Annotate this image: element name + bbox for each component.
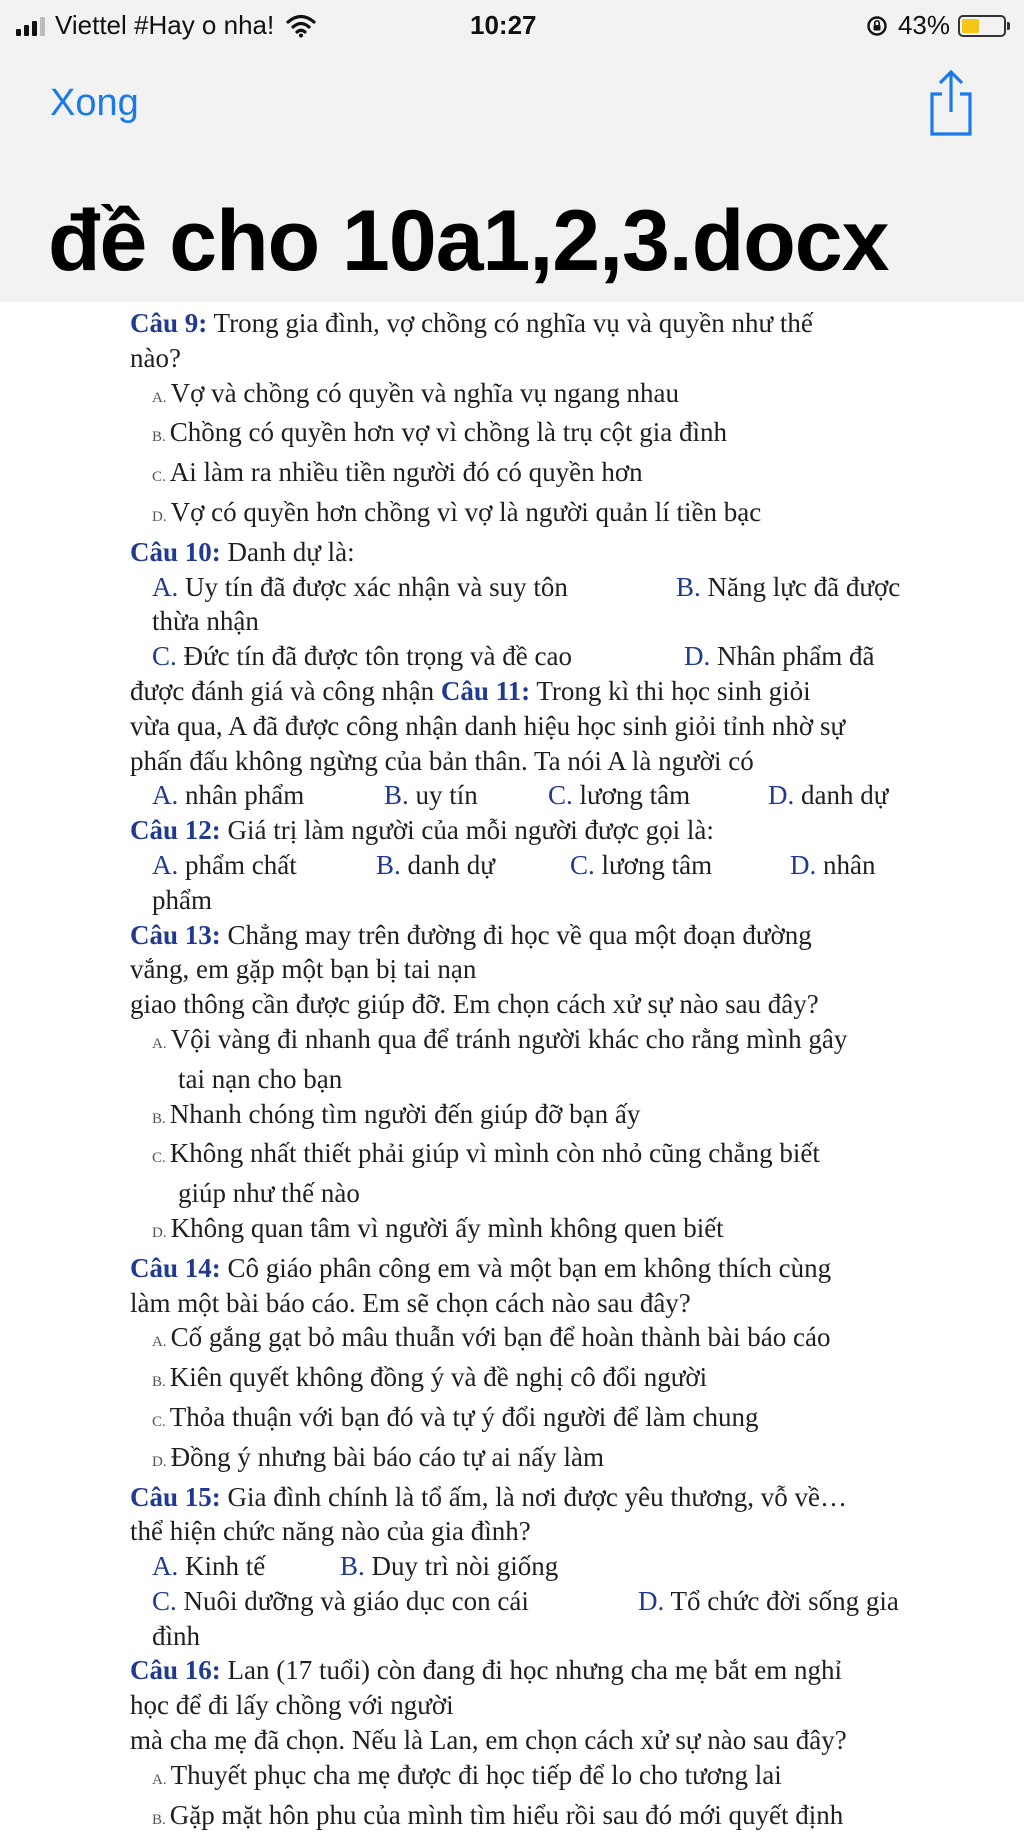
- answer-option-a: [130, 1320, 960, 1360]
- question-number: Câu 16:: [130, 1655, 221, 1686]
- answer-option-c: [152, 1584, 638, 1619]
- option-marker: C.: [548, 780, 573, 811]
- option-marker: B.: [152, 1110, 166, 1127]
- answer-option-d: [768, 778, 888, 813]
- question-text: Danh dự là:: [220, 536, 355, 567]
- option-text: uy tín: [408, 780, 478, 811]
- option-text: Duy trì nòi giống: [364, 1551, 559, 1582]
- question-text: Giá trị làm người của mỗi người được gọi là:: [220, 815, 714, 846]
- question-number: Câu 10:: [130, 536, 221, 567]
- option-text: Cố gắng gạt bỏ mâu thuẫn với bạn để hoàn thành bài báo cáo: [170, 1322, 831, 1353]
- option-marker: A.: [152, 1334, 167, 1351]
- answer-option-a: [152, 570, 676, 605]
- option-text: Không quan tâm vì người ấy mình không quen biết: [170, 1212, 724, 1243]
- option-marker: A.: [152, 389, 167, 406]
- document-body: [130, 306, 960, 1837]
- option-marker: A.: [152, 849, 179, 880]
- option-text: Ai làm ra nhiều tiền người đó có quyền hơn: [169, 457, 643, 488]
- option-text: Thuyết phục cha mẹ được đi học tiếp để lo cho tương lai: [170, 1759, 782, 1790]
- answer-option-c: [570, 848, 790, 883]
- option-marker: A.: [152, 1771, 167, 1788]
- option-marker: C.: [152, 1585, 177, 1616]
- option-marker: C.: [152, 641, 177, 672]
- option-marker: B.: [152, 429, 166, 446]
- option-marker: A.: [152, 1035, 167, 1052]
- answer-option-d: [790, 848, 875, 883]
- option-text: Nhân phẩm đã: [710, 641, 875, 672]
- option-marker: D.: [768, 780, 795, 811]
- question-10: [130, 535, 960, 709]
- done-button[interactable]: Xong: [50, 82, 139, 124]
- answer-option-d: [130, 1211, 960, 1251]
- question-text: vắng, em gặp một bạn bị tai nạn: [130, 954, 477, 985]
- question-text: Trong gia đình, vợ chồng có nghĩa vụ và quyền như thế: [207, 308, 813, 338]
- question-number: Câu 11:: [440, 675, 531, 706]
- option-text: Tổ chức đời sống gia: [664, 1585, 899, 1616]
- option-marker: B.: [376, 849, 401, 880]
- answer-option-d: [130, 495, 960, 535]
- option-text: Đồng ý nhưng bài báo cáo tự ai nấy làm: [170, 1441, 605, 1472]
- option-text: Uy tín đã được xác nhận và suy tôn: [178, 571, 568, 602]
- option-marker: B.: [340, 1551, 365, 1582]
- option-marker: C.: [570, 849, 595, 880]
- question-text: mà cha mẹ đã chọn. Nếu là Lan, em chọn cách xử sự nào sau đây?: [130, 1725, 847, 1756]
- question-11: [130, 709, 960, 813]
- option-marker: C.: [152, 469, 166, 486]
- option-marker: B.: [676, 571, 701, 602]
- question-text: làm một bài báo cáo. Em sẽ chọn cách nào sau đây?: [130, 1287, 691, 1318]
- question-text: Chẳng may trên đường đi học về qua một đoạn đường: [220, 919, 812, 950]
- question-text: thể hiện chức năng nào của gia đình?: [130, 1516, 531, 1547]
- share-icon[interactable]: [926, 68, 976, 138]
- answer-option-c: [130, 1400, 960, 1440]
- option-text: Không nhất thiết phải giúp vì mình còn nhỏ cũng chẳng biết: [169, 1138, 820, 1169]
- question-number: Câu 14:: [130, 1252, 221, 1283]
- document-title: đề cho 10a1,2,3.docx: [48, 193, 889, 289]
- question-9: [130, 306, 960, 535]
- answer-option-a: [130, 1022, 960, 1062]
- question-text: Lan (17 tuổi) còn đang đi học nhưng cha mẹ bắt em nghỉ: [220, 1655, 842, 1686]
- option-text: lương tâm: [594, 849, 713, 880]
- option-marker: B.: [152, 1811, 166, 1828]
- question-text: Gia đình chính là tổ ấm, là nơi được yêu thương, vỗ về…: [220, 1481, 847, 1512]
- option-marker: B.: [152, 1374, 166, 1391]
- option-marker: C.: [152, 1413, 166, 1430]
- option-marker: A.: [152, 780, 179, 811]
- question-number: Câu 12:: [130, 815, 221, 846]
- rotation-lock-icon: [866, 15, 888, 37]
- carrier-label: Viettel #Hay o nha!: [55, 10, 275, 40]
- option-text-continued: giúp như thế nào: [178, 1178, 360, 1209]
- question-16: [130, 1653, 960, 1837]
- answer-option-c: [152, 639, 684, 674]
- option-marker: D.: [152, 1453, 167, 1470]
- answer-option-d: [684, 639, 874, 674]
- answer-option-a: [130, 376, 960, 416]
- answer-option-b: [130, 415, 960, 455]
- option-text: Vội vàng đi nhanh qua để tránh người khác cho rằng mình gây: [170, 1023, 848, 1054]
- answer-row: [130, 639, 960, 674]
- clock: 10:27: [470, 10, 537, 40]
- option-text-continued: được đánh giá và công nhận: [130, 675, 441, 706]
- option-text: Chồng có quyền hơn vợ vì chồng là trụ cột gia đình: [169, 417, 727, 448]
- question-text: giao thông cần được giúp đỡ. Em chọn cách xử sự nào sau đây?: [130, 989, 819, 1020]
- answer-option-d: [638, 1584, 899, 1619]
- answer-option-b: [130, 1360, 960, 1400]
- question-number: Câu 9:: [130, 308, 208, 338]
- answer-option-b: [130, 1097, 960, 1137]
- option-text: Năng lực đã được: [700, 571, 901, 602]
- answer-option-b: [340, 1549, 558, 1584]
- wifi-icon: [286, 14, 316, 38]
- answer-option-c: [130, 1136, 960, 1176]
- option-text-continued: tai nạn cho bạn: [178, 1063, 343, 1094]
- option-text: Nhanh chóng tìm người đến giúp đỡ bạn ấy: [169, 1098, 641, 1129]
- question-14: [130, 1251, 960, 1480]
- option-marker: B.: [384, 780, 409, 811]
- option-marker: D.: [684, 641, 711, 672]
- answer-option-b: [130, 1798, 960, 1837]
- option-text: nhân: [816, 849, 876, 880]
- question-text: học để đi lấy chồng với người: [130, 1690, 454, 1721]
- document-header: [0, 52, 1024, 302]
- answer-row: [130, 570, 960, 605]
- option-marker: D.: [152, 508, 167, 525]
- battery-percent: 43%: [897, 10, 950, 40]
- option-marker: C.: [152, 1150, 166, 1167]
- option-text: Vợ và chồng có quyền và nghĩa vụ ngang nhau: [170, 377, 679, 408]
- option-marker: D.: [790, 849, 817, 880]
- answer-option-b: [676, 570, 900, 605]
- option-text: lương tâm: [572, 780, 691, 811]
- answer-option-b: [384, 778, 548, 813]
- question-text: phấn đấu không ngừng của bản thân. Ta nói A là người có: [130, 745, 754, 776]
- question-13: [130, 918, 960, 1251]
- answer-option-a: [152, 778, 384, 813]
- signal-strength-icon: [16, 16, 45, 36]
- status-bar: [0, 0, 1024, 52]
- question-text: Cô giáo phân công em và một bạn em không thích cùng: [220, 1252, 832, 1283]
- question-number: Câu 15:: [130, 1481, 221, 1512]
- answer-option-a: [152, 848, 376, 883]
- answer-option-a: [130, 1758, 960, 1798]
- option-text: Gặp mặt hôn phu của mình tìm hiểu rồi sau đó mới quyết định: [169, 1799, 844, 1830]
- option-text: phẩm chất: [178, 849, 297, 880]
- battery-icon: [958, 15, 1006, 37]
- option-text: Thỏa thuận với bạn đó và tự ý đổi người để làm chung: [169, 1401, 759, 1432]
- option-text-continued: đình: [152, 1620, 201, 1651]
- question-text: vừa qua, A đã được công nhận danh hiệu học sinh giỏi tỉnh nhờ sự: [130, 710, 846, 741]
- option-text-continued: thừa nhận: [152, 606, 259, 637]
- option-marker: A.: [152, 571, 179, 602]
- question-number: Câu 13:: [130, 919, 221, 950]
- answer-row: [130, 1584, 960, 1619]
- option-marker: D.: [152, 1224, 167, 1241]
- option-text-continued: phẩm: [152, 884, 212, 915]
- question-15: [130, 1480, 960, 1654]
- option-marker: A.: [152, 1551, 179, 1582]
- question-text: Trong kì thi học sinh giỏi: [530, 675, 811, 706]
- option-text: danh dự: [794, 780, 889, 811]
- answer-row: [130, 1549, 960, 1584]
- answer-option-d: [130, 1440, 960, 1480]
- option-text: Đức tín đã được tôn trọng và đề cao: [176, 641, 572, 672]
- question-12: [130, 813, 960, 917]
- answer-row: [130, 848, 960, 883]
- question-text: nào?: [130, 342, 181, 373]
- answer-row: [130, 778, 960, 813]
- answer-option-b: [376, 848, 570, 883]
- option-text: danh dự: [400, 849, 495, 880]
- option-text: nhân phẩm: [178, 780, 305, 811]
- answer-option-a: [152, 1549, 340, 1584]
- answer-option-c: [130, 455, 960, 495]
- answer-option-c: [548, 778, 768, 813]
- option-marker: D.: [638, 1585, 665, 1616]
- option-text: Vợ có quyền hơn chồng vì vợ là người quản lí tiền bạc: [170, 496, 762, 527]
- option-text: Kinh tế: [178, 1551, 266, 1582]
- option-text: Kiên quyết không đồng ý và đề nghị cô đổi người: [169, 1362, 708, 1393]
- option-text: Nuôi dưỡng và giáo dục con cái: [176, 1585, 529, 1616]
